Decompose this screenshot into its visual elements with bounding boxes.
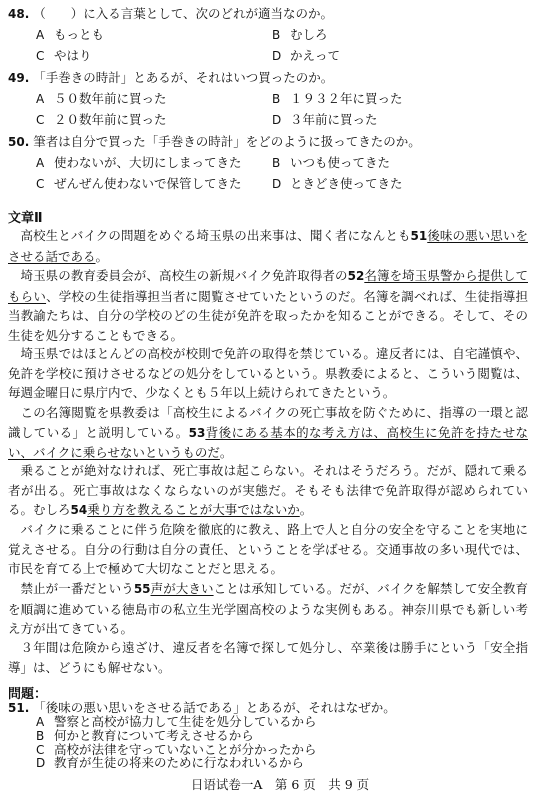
option-48-c: C やはり bbox=[36, 48, 92, 63]
option-51-b: B 何かと教育について考えさせるから bbox=[36, 728, 254, 743]
question-text: （ ）に入る言葉として、次のどれが適当なのか。 bbox=[33, 6, 334, 21]
option-50-a: A 使わないが、大切にしまってきた bbox=[36, 155, 242, 170]
passage-paragraph-2: 埼玉県の教育委員会が、高校生の新規バイク免許取得者の52名簿を埼玉県警から提供してもらい、学校の生徒指導担当者に閲覧させていたというのだ。名簿を調べれば、生徒指導担当教諭たちは、自分の学校のどの生徒が免許を取ったかを知ることができる。そして、その生徒を処分することもできる。 bbox=[8, 268, 528, 343]
page-footer: 日语试卷一A 第 6 页 共 9 页 bbox=[190, 777, 370, 792]
passage-paragraph-4: この名簿閲覧を県教委は「高校生によるバイクの死亡事故を防ぐために、指導の一環と認識している」と説明している。53背後にある基本的な考え方は、高校生に免許を持たせない、バイクに乗らせないというものだ。 bbox=[8, 405, 528, 460]
option-50-c: C ぜんぜん使わないで保管してきた bbox=[36, 176, 242, 191]
passage-paragraph-7: 禁止が一番だという55声が大きいことは承知している。だが、バイクを解禁して安全教育を順調に進めている徳島市の私立生光学園高校のような実例もある。神奈川県でも新しい考え方が出てきている。 bbox=[8, 581, 528, 636]
question-number: 51. bbox=[8, 701, 30, 715]
question-number: 50. bbox=[8, 135, 30, 149]
option-50-d: D ときどき使ってきた bbox=[272, 176, 403, 191]
question-49 bbox=[8, 70, 333, 86]
underline-number-55: 55 bbox=[133, 582, 151, 596]
passage-paragraph-3: 埼玉県ではほとんどの高校が校則で免許の取得を禁じている。違反者には、自宅謹慎や、免許を学校に預けさせるなどの処分をしているという。県教委によると、こういう閲覧は、毎週金曜日に県庁内で、少なくとも５年以上続けられてきたという。 bbox=[8, 346, 528, 400]
option-51-c: C 高校が法律を守っていないことが分かったから bbox=[36, 742, 317, 757]
underline-number-52: 52 bbox=[347, 269, 365, 283]
option-49-b: B １９３２年に買った bbox=[272, 91, 403, 106]
underlined-phrase-51: 後味の悪い思いをさせる話である bbox=[8, 228, 528, 264]
question-number: 49. bbox=[8, 71, 30, 85]
underlined-phrase-54: 乗り方を教えることが大事ではないか bbox=[87, 502, 300, 517]
passage-paragraph-5: 乗ることが絶対なければ、死亡事故は起こらない。それはそうだろう。だが、隠れて乗る者が出る。死亡事故はなくならないのが実態だ。そもそも法律で免許取得が認められている。むしろ54乗り方を教えることが大事ではないか。 bbox=[8, 463, 528, 517]
passage-paragraph-8: ３年間は危険から遠ざけ、違反者を名簿で探して処分し、卒業後は勝手にという「安全指導」は、どうにも解せない。 bbox=[8, 640, 528, 675]
option-48-d: D かえって bbox=[272, 48, 341, 63]
option-48-b: B むしろ bbox=[272, 27, 328, 42]
option-50-b: B いつも使ってきた bbox=[272, 155, 391, 170]
passage-paragraph-1: 高校生とバイクの問題をめぐる埼玉県の出来事は、聞く者になんとも51後味の悪い思いをさせる話である。 bbox=[8, 228, 528, 264]
underline-number-51: 51 bbox=[410, 229, 428, 243]
underlined-phrase-53: 背後にある基本的な考え方は、高校生に免許を持たせない、バイクに乗らせないというものだ bbox=[8, 424, 528, 460]
passage-title: 文章Ⅱ bbox=[8, 211, 43, 226]
option-48-a: A もっとも bbox=[36, 27, 105, 42]
questions-heading: 問題： bbox=[8, 687, 48, 702]
question-50 bbox=[8, 134, 421, 150]
underline-number-54: 54 bbox=[70, 503, 88, 517]
underlined-phrase-55: 声が大きい bbox=[150, 581, 214, 596]
question-number: 48. bbox=[8, 7, 30, 21]
option-49-c: C ２０数年前に買った bbox=[36, 112, 167, 127]
option-49-a: A ５０数年前に買った bbox=[36, 91, 167, 106]
question-text: 「後味の悪い思いをさせる話である」とあるが、それはなぜか。 bbox=[33, 700, 396, 715]
option-49-d: D ３年前に買った bbox=[272, 112, 378, 127]
passage-paragraph-6: バイクに乗ることに伴う危険を徹底的に教え、路上で人と自分の安全を守ることを実地に覚えさせる。自分の行動は自分の責任、ということを学ばせる。交通事故の多い現代では、市民を育てる上で極めて大切なことだと思える。 bbox=[8, 522, 528, 576]
option-51-d: D 教育が生徒の将来のために行なわれいるから bbox=[36, 755, 305, 770]
option-51-a: A 警察と高校が協力して生徒を処分しているから bbox=[36, 714, 317, 729]
question-text: 「手巻きの時計」とあるが、それはいつ買ったのか。 bbox=[33, 70, 334, 85]
question-48 bbox=[8, 6, 333, 22]
underlined-phrase-52: 名簿を埼玉県警から提供してもらい bbox=[8, 268, 528, 304]
question-text: 筆者は自分で買った「手巻きの時計」をどのように扱ってきたのか。 bbox=[33, 134, 421, 149]
underline-number-53: 53 bbox=[188, 425, 206, 440]
